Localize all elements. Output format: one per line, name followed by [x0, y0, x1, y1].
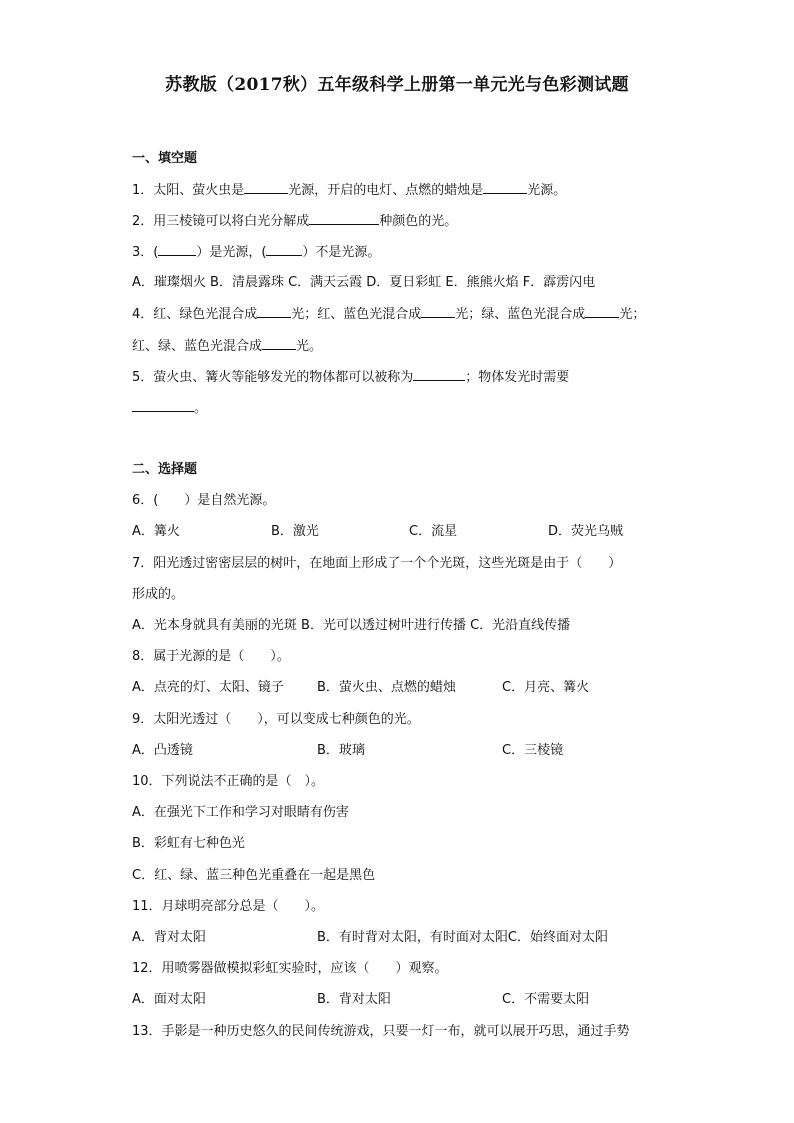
question-3-options: A．璀璨烟火 B．清晨露珠 C．满天云霞 D．夏日彩虹 E．熊熊火焰 F．霹雳闪电: [132, 275, 596, 290]
answer-blank[interactable]: [257, 305, 291, 318]
answer-blank[interactable]: [266, 243, 302, 256]
option-a[interactable]: A．背对太阳: [132, 930, 206, 945]
page-title: 苏教版（2017秋）五年级科学上册第一单元光与色彩测试题: [165, 75, 629, 95]
section-fill-in-blank: 一、填空题: [132, 151, 198, 166]
question-5: 5．萤火虫、篝火等能够发光的物体都可以被称为 ；物体发光时需要: [132, 370, 570, 385]
option-a[interactable]: A．在强光下工作和学习对眼睛有伤害: [132, 805, 349, 820]
option-a[interactable]: A．点亮的灯、太阳、镜子: [132, 680, 284, 695]
option-b-c[interactable]: B．有时背对太阳，有时面对太阳C．始终面对太阳: [317, 930, 608, 945]
answer-blank[interactable]: [132, 399, 194, 412]
question-4: 4．红、绿色光混合成 光；红、蓝色光混合成 光；绿、蓝色光混合成 光；: [132, 307, 646, 322]
option-a[interactable]: A．凸透镜: [132, 743, 193, 758]
question-8: 8．属于光源的是（ ）。: [132, 649, 290, 664]
option-c[interactable]: C．红、绿、蓝三种色光重叠在一起是黑色: [132, 868, 376, 883]
answer-blank[interactable]: [421, 305, 455, 318]
answer-blank[interactable]: [309, 212, 379, 225]
option-a[interactable]: A．面对太阳: [132, 992, 206, 1007]
option-b[interactable]: B．激光: [271, 524, 319, 539]
answer-blank[interactable]: [483, 181, 527, 194]
option-b[interactable]: B．萤火虫、点燃的蜡烛: [317, 680, 456, 695]
section-multiple-choice: 二、选择题: [132, 462, 198, 477]
option-b[interactable]: B．彩虹有七种色光: [132, 836, 245, 851]
question-5-cont: 。: [132, 399, 207, 418]
option-b[interactable]: B．背对太阳: [317, 992, 391, 1007]
option-c[interactable]: C．流星: [409, 524, 458, 539]
answer-blank[interactable]: [585, 305, 619, 318]
option-c[interactable]: C．三棱镜: [502, 743, 564, 758]
question-13: 13．手影是一种历史悠久的民间传统游戏，只要一灯一布，就可以展开巧思，通过手势: [132, 1024, 630, 1039]
question-4-cont: 红、绿、蓝色光混合成 光。: [132, 339, 323, 354]
answer-blank[interactable]: [262, 337, 296, 350]
answer-blank[interactable]: [158, 243, 196, 256]
question-12: 12．用喷雾器做模拟彩虹实验时，应该（ ）观察。: [132, 961, 448, 976]
option-a[interactable]: A．篝火: [132, 524, 180, 539]
question-7: 7．阳光透过密密层层的树叶，在地面上形成了一个个光斑，这些光斑是由于（ ）: [132, 556, 622, 571]
question-2: 2．用三棱镜可以将白光分解成 种颜色的光。: [132, 214, 458, 229]
question-7-options: A．光本身就具有美丽的光斑 B．光可以透过树叶进行传播 C．光沿直线传播: [132, 618, 571, 633]
answer-blank[interactable]: [413, 368, 465, 381]
answer-blank[interactable]: [244, 181, 288, 194]
question-11: 11．月球明亮部分总是（ ）。: [132, 899, 325, 914]
option-d[interactable]: D．荧光乌贼: [548, 524, 624, 539]
question-1: 1．太阳、萤火虫是 光源，开启的电灯、点燃的蜡烛是 光源。: [132, 183, 567, 198]
question-10: 10．下列说法不正确的是（ ）。: [132, 774, 325, 789]
question-6: 6．( ）是自然光源。: [132, 493, 276, 508]
question-7-cont: 形成的。: [132, 587, 185, 602]
option-b[interactable]: B．玻璃: [317, 743, 365, 758]
question-3: 3．( ）是光源，( ）不是光源。: [132, 245, 381, 260]
question-9: 9．太阳光透过（ ），可以变成七种颜色的光。: [132, 712, 420, 727]
option-c[interactable]: C．月亮、篝火: [502, 680, 590, 695]
option-c[interactable]: C．不需要太阳: [502, 992, 590, 1007]
